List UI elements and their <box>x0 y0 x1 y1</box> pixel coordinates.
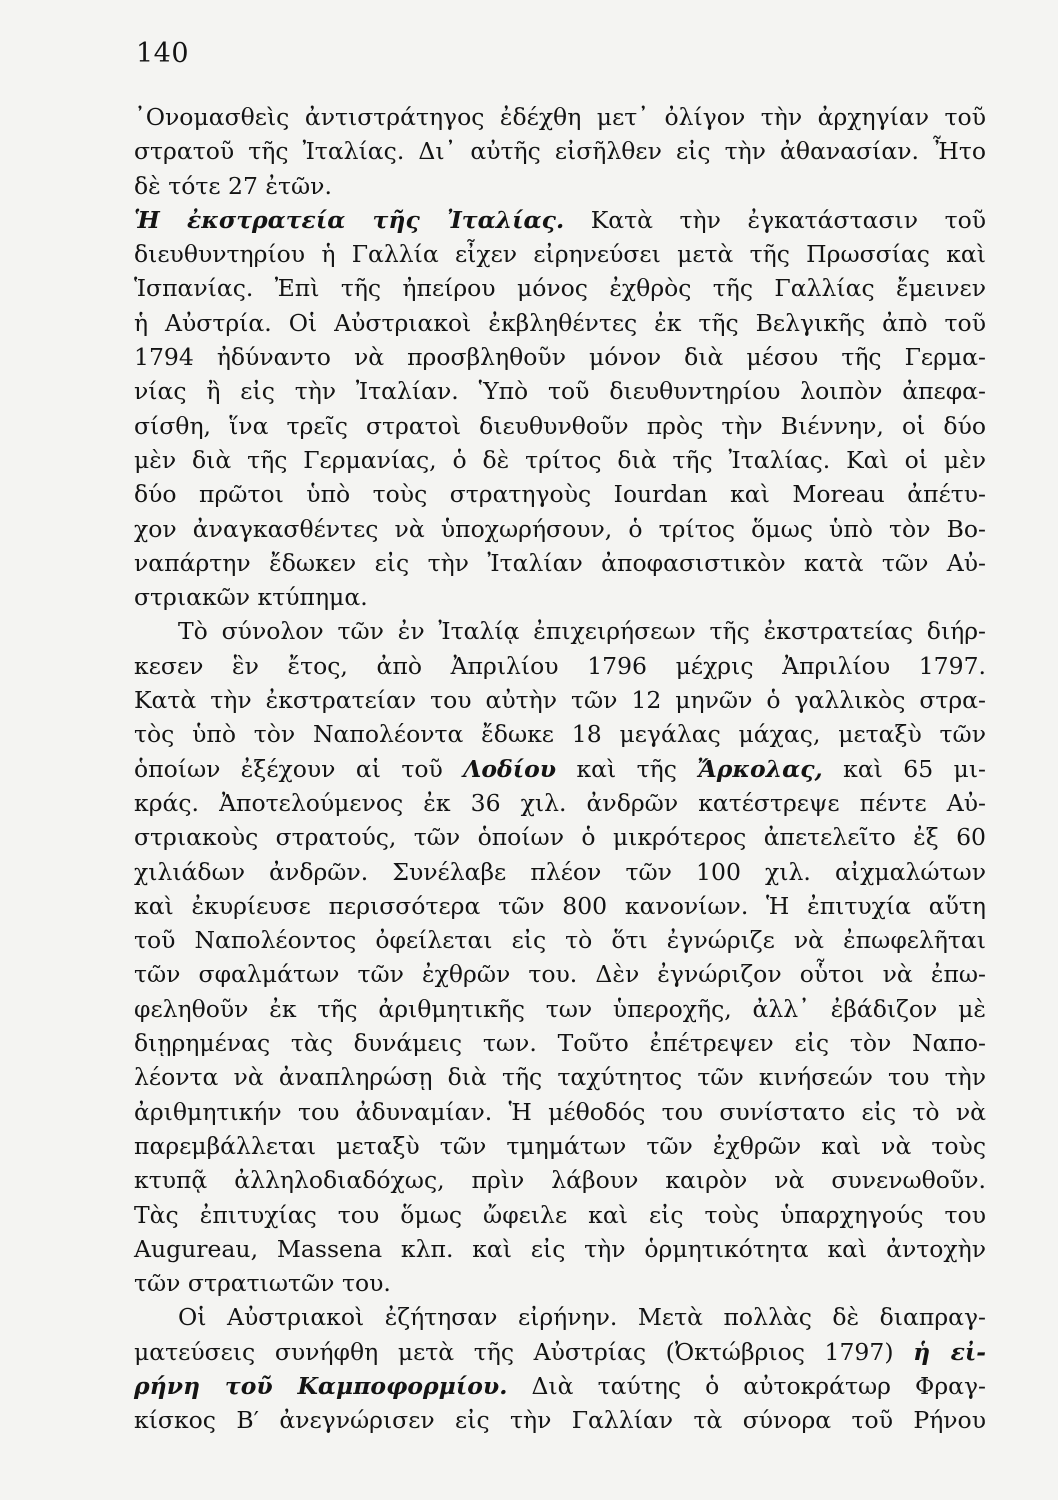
text-line <box>134 271 986 305</box>
text-segment: σίσθη, ἵνα τρεῖς στρατοὶ διευθυνθοῦν πρὸς τὴν Βιέννην, οἱ δύο <box>134 411 986 440</box>
text-segment: Augureau, Massena κλπ. καὶ εἰς τὴν ὁρμητικότητα καὶ ἀντοχὴν <box>134 1234 986 1263</box>
text-segment: καὶ τῆς <box>556 754 698 783</box>
emphasized-text: Λοδίου <box>463 754 557 783</box>
text-segment: 1794 ἠδύναντο νὰ προσβληθοῦν μόνον διὰ μέσου τῆς Γερμα- <box>134 343 986 372</box>
text-segment: ὁποίων ἐξέχουν αἱ τοῦ <box>134 754 464 783</box>
text-line <box>134 1300 986 1334</box>
text-line <box>134 1369 986 1403</box>
text-segment: ᾿Ονομασθεὶς ἀντιστράτηγος ἐδέχθη μετ᾿ ὀλίγον τὴν ἀρχηγίαν τοῦ <box>134 103 986 131</box>
text-segment: τῶν σφαλμάτων τῶν ἐχθρῶν του. Δὲν ἐγνώριζον οὗτοι νὰ ἐπω- <box>134 960 986 989</box>
body-text <box>134 100 986 1438</box>
text-segment: χιλιάδων ἀνδρῶν. Συνέλαβε πλέον τῶν 100 χιλ. αἰχμαλώτων <box>134 857 986 886</box>
text-line <box>134 512 986 546</box>
text-line <box>134 477 986 511</box>
text-segment: στριακῶν κτύπημα. <box>134 583 368 612</box>
text-line <box>134 134 986 168</box>
text-line <box>134 889 986 923</box>
text-segment: Οἱ Αὐστριακοὶ ἐζήτησαν εἰρήνην. Μετὰ πολλὰς δὲ διαπραγ- <box>178 1303 986 1332</box>
text-segment: τῶν στρατιωτῶν του. <box>134 1269 391 1298</box>
text-segment: ἀριθμητικήν του ἀδυναμίαν. Ἡ μέθοδός του συνίστατο εἰς τὸ νὰ <box>134 1097 986 1126</box>
text-segment: μὲν διὰ τῆς Γερμανίας, ὁ δὲ τρίτος διὰ τῆς Ἰταλίας. Καὶ οἱ μὲν <box>134 445 986 474</box>
text-segment: Κατὰ τὴν ἐγκατάστασιν τοῦ <box>564 205 987 234</box>
text-segment: χον ἀναγκασθέντες νὰ ὑποχωρήσουν, ὁ τρίτος ὅμως ὑπὸ τὸν Βο- <box>134 514 986 543</box>
text-segment: καὶ ἐκυρίευσε περισσότερα τῶν 800 κανονίων. Ἡ ἐπιτυχία αὕτη <box>134 891 986 920</box>
text-line <box>134 1026 986 1060</box>
emphasized-text: Ἡ ἐκστρατεία τῆς Ἰταλίας. <box>134 205 565 234</box>
text-line <box>134 717 986 751</box>
text-segment: λέοντα νὰ ἀναπληρώσῃ διὰ τῆς ταχύτητος τῶν κινήσεών του τὴν <box>134 1063 986 1092</box>
text-segment: δύο πρῶτοι ὑπὸ τοὺς στρατηγοὺς Iourdan καὶ Moreau ἀπέτυ- <box>134 480 986 509</box>
text-line <box>134 409 986 443</box>
text-line <box>134 306 986 340</box>
text-segment: Κατὰ τὴν ἐκστρατείαν του αὐτὴν τῶν 12 μηνῶν ὁ γαλλικὸς στρα- <box>134 686 986 715</box>
text-segment: δὲ τότε 27 ἐτῶν. <box>134 171 332 200</box>
text-line <box>134 580 986 614</box>
text-segment: Διὰ ταύτης ὁ αὐτοκράτωρ Φραγ- <box>507 1371 986 1400</box>
text-line <box>134 1163 986 1197</box>
text-segment: Τὰς ἐπιτυχίας του ὅμως ὤφειλε καὶ εἰς τοὺς ὑπαρχηγούς του <box>134 1200 986 1229</box>
text-line <box>134 820 986 854</box>
text-segment: τοῦ Ναπολέοντος ὀφείλεται εἰς τὸ ὅτι ἐγνώριζε νὰ ἐπωφελῆται <box>134 926 986 955</box>
text-line <box>134 1129 986 1163</box>
text-line <box>134 443 986 477</box>
text-segment: διευθυντηρίου ἡ Γαλλία εἶχεν εἰρηνεύσει μετὰ τῆς Πρωσσίας καὶ <box>134 240 986 269</box>
text-line <box>134 169 986 203</box>
text-line <box>134 1198 986 1232</box>
emphasized-text: Ἄρκολας, <box>697 754 823 783</box>
emphasized-text: ρήνη τοῦ Καμποφορμίου. <box>134 1371 508 1400</box>
text-line <box>134 614 986 648</box>
text-line <box>134 1403 986 1437</box>
text-line <box>134 649 986 683</box>
text-line <box>134 237 986 271</box>
text-segment: ματεύσεις συνήφθη μετὰ τῆς Αὐστρίας (Ὀκτώβριος 1797) <box>134 1337 914 1366</box>
text-line <box>134 546 986 580</box>
text-line <box>134 340 986 374</box>
emphasized-text: ἡ εἰ- <box>913 1337 986 1366</box>
text-segment: στριακοὺς στρατούς, τῶν ὁποίων ὁ μικρότερος ἀπετελεῖτο ἐξ 60 <box>134 823 986 852</box>
text-segment: Τὸ σύνολον τῶν ἐν Ἰταλίᾳ ἐπιχειρήσεων τῆς ἐκστρατείας διήρ- <box>178 617 986 646</box>
text-line <box>134 957 986 991</box>
text-line <box>134 100 986 134</box>
text-line <box>134 752 986 786</box>
text-segment: κίσκος Β′ ἀνεγνώρισεν εἰς τὴν Γαλλίαν τὰ σύνορα τοῦ Ρήνου <box>134 1406 986 1435</box>
text-segment: τὸς ὑπὸ τὸν Ναπολέοντα ἔδωκε 18 μεγάλας μάχας, μεταξὺ τῶν <box>134 720 986 749</box>
text-line <box>134 992 986 1026</box>
text-line <box>134 203 986 237</box>
text-segment: κράς. Ἀποτελούμενος ἐκ 36 χιλ. ἀνδρῶν κατέστρεψε πέντε Αὐ- <box>134 788 986 817</box>
page-number: 140 <box>136 38 190 69</box>
text-line <box>134 683 986 717</box>
text-line <box>134 1060 986 1094</box>
text-line <box>134 855 986 889</box>
text-line <box>134 374 986 408</box>
text-segment: φεληθοῦν ἐκ τῆς ἀριθμητικῆς των ὑπεροχῆς, ἀλλ᾿ ἐβάδιζον μὲ <box>134 994 986 1023</box>
text-line <box>134 1232 986 1266</box>
text-segment: ἡ Αὐστρία. Οἱ Αὐστριακοὶ ἐκβληθέντες ἐκ τῆς Βελγικῆς ἀπὸ τοῦ <box>134 308 986 337</box>
text-segment: Ἱσπανίας. Ἐπὶ τῆς ἠπείρου μόνος ἐχθρὸς τῆς Γαλλίας ἔμεινεν <box>134 274 986 303</box>
text-segment: στρατοῦ τῆς Ἰταλίας. Δι᾿ αὐτῆς εἰσῆλθεν εἰς τὴν ἀθανασίαν. Ἦτο <box>134 137 986 166</box>
text-line <box>134 1335 986 1369</box>
text-segment: νίας ἢ εἰς τὴν Ἰταλίαν. Ὑπὸ τοῦ διευθυντηρίου λοιπὸν ἀπεφα- <box>134 377 986 406</box>
text-line <box>134 1266 986 1300</box>
text-line <box>134 1095 986 1129</box>
text-segment: κτυπᾷ ἀλληλοδιαδόχως, πρὶν λάβουν καιρὸν νὰ συνενωθοῦν. <box>134 1166 986 1195</box>
text-segment: διῃρημένας τὰς δυνάμεις των. Τοῦτο ἐπέτρεψεν εἰς τὸν Ναπο- <box>134 1029 986 1058</box>
text-segment: κεσεν ἓν ἔτος, ἀπὸ Ἀπριλίου 1796 μέχρις Ἀπριλίου 1797. <box>134 651 986 680</box>
text-segment: καὶ 65 μι- <box>822 754 986 783</box>
text-line <box>134 786 986 820</box>
text-segment: παρεμβάλλεται μεταξὺ τῶν τμημάτων τῶν ἐχθρῶν καὶ νὰ τοὺς <box>134 1131 986 1160</box>
text-segment: ναπάρτην ἔδωκεν εἰς τὴν Ἰταλίαν ἀποφασιστικὸν κατὰ τῶν Αὐ- <box>134 548 986 577</box>
text-line <box>134 923 986 957</box>
